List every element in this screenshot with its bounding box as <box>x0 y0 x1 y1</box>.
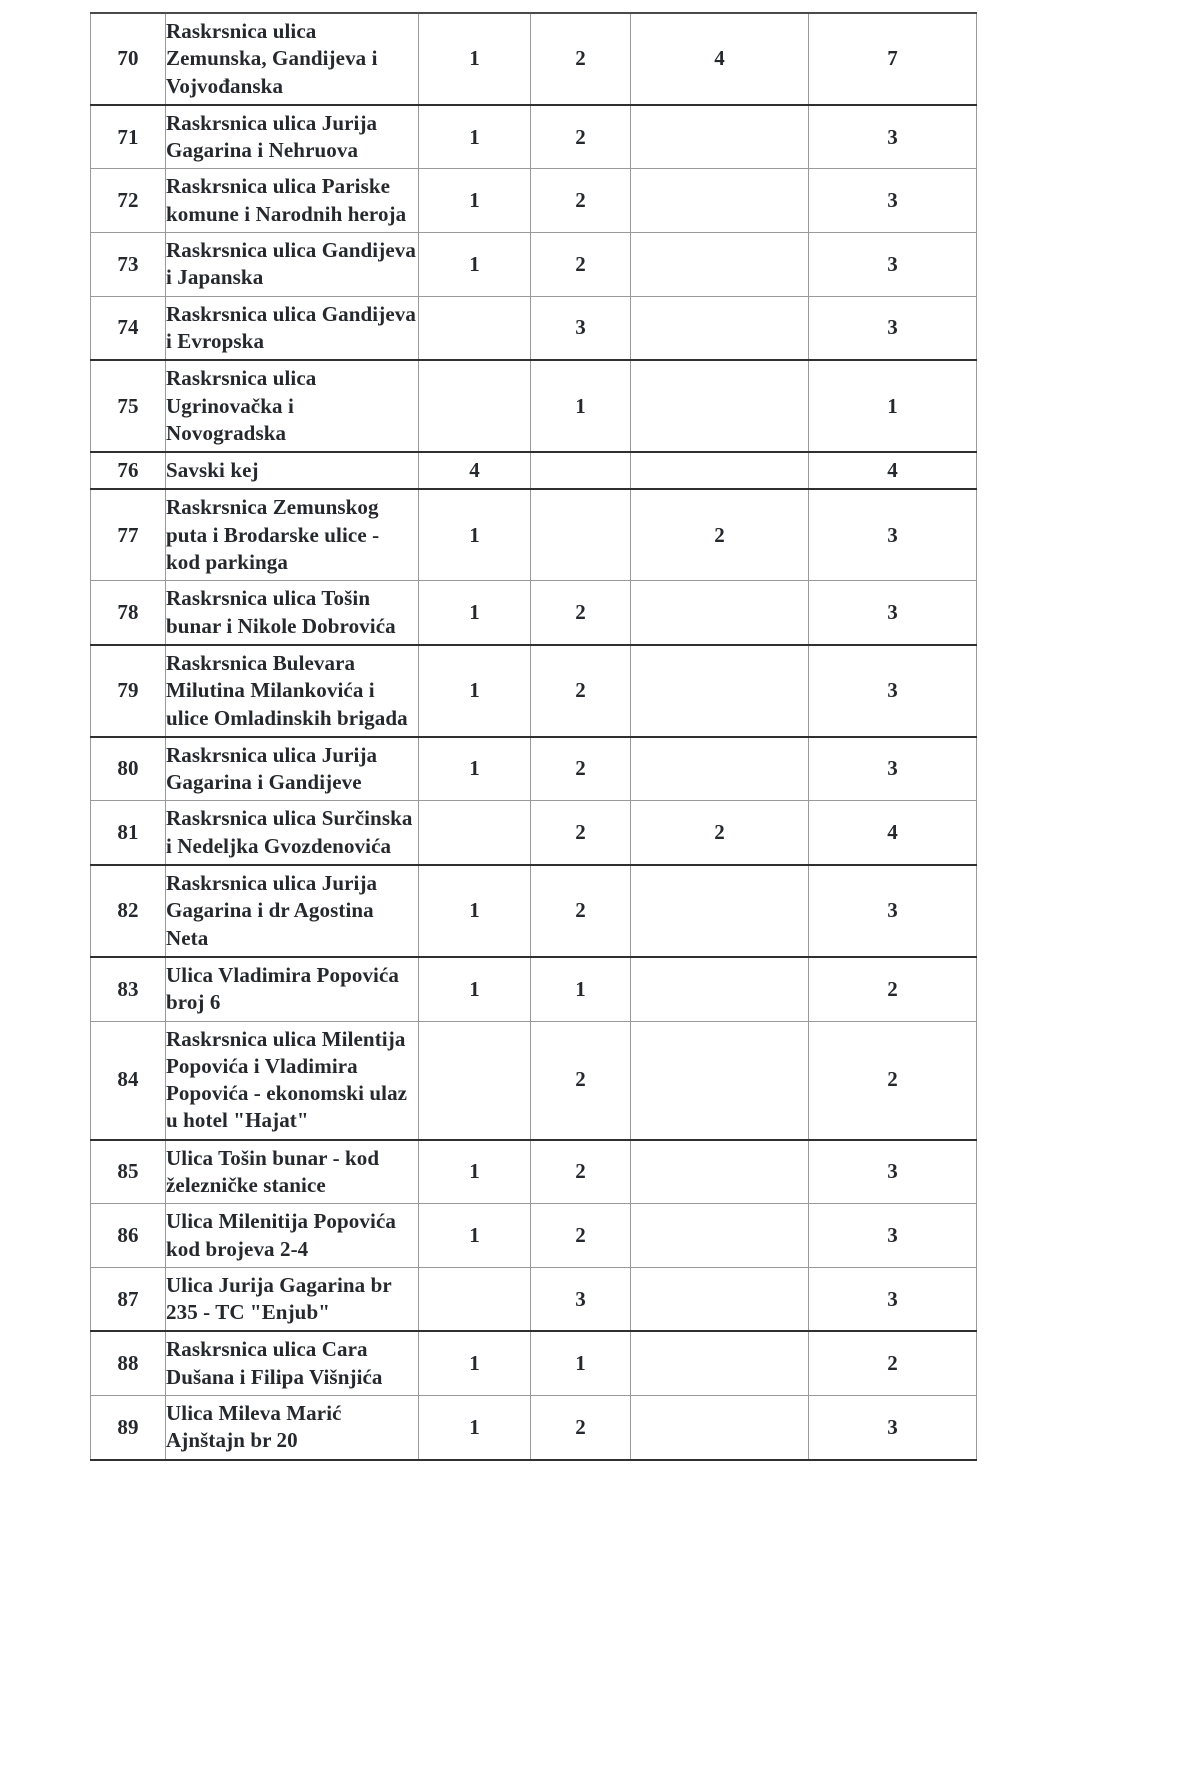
location-name-cell: Raskrsnica ulica Jurija Gagarina i Gandijeve <box>166 737 419 801</box>
count-col1-cell: 1 <box>419 169 531 233</box>
count-col2-cell: 2 <box>531 13 631 105</box>
count-col2-cell: 2 <box>531 801 631 865</box>
count-col1-cell: 1 <box>419 865 531 957</box>
location-name-cell: Raskrsnica Zemunskog puta i Brodarske ulice - kod parkinga <box>166 489 419 580</box>
table-row <box>91 452 977 489</box>
row-number-cell: 85 <box>91 1140 166 1204</box>
table-row <box>91 1204 977 1268</box>
count-col3-cell <box>631 865 809 957</box>
count-col2-cell: 2 <box>531 1140 631 1204</box>
count-col2-cell: 3 <box>531 296 631 360</box>
total-cell: 3 <box>809 105 977 169</box>
count-col3-cell <box>631 1331 809 1395</box>
row-number-cell: 78 <box>91 581 166 645</box>
count-col2-cell: 2 <box>531 865 631 957</box>
table-row <box>91 645 977 737</box>
total-cell: 7 <box>809 13 977 105</box>
count-col1-cell: 1 <box>419 105 531 169</box>
location-name-cell: Raskrsnica ulica Jurija Gagarina i Nehruova <box>166 105 419 169</box>
count-col1-cell <box>419 801 531 865</box>
location-name-cell: Raskrsnica ulica Surčinska i Nedeljka Gvozdenovića <box>166 801 419 865</box>
count-col2-cell: 2 <box>531 1021 631 1140</box>
count-col3-cell <box>631 957 809 1021</box>
count-col3-cell <box>631 1021 809 1140</box>
location-name-cell: Raskrsnica ulica Jurija Gagarina i dr Agostina Neta <box>166 865 419 957</box>
row-number-cell: 76 <box>91 452 166 489</box>
count-col1-cell: 1 <box>419 737 531 801</box>
row-number-cell: 82 <box>91 865 166 957</box>
count-col2-cell <box>531 489 631 580</box>
count-col3-cell <box>631 105 809 169</box>
count-col2-cell: 2 <box>531 737 631 801</box>
table-row <box>91 360 977 452</box>
row-number-cell: 70 <box>91 13 166 105</box>
total-cell: 3 <box>809 865 977 957</box>
count-col2-cell <box>531 452 631 489</box>
count-col2-cell: 2 <box>531 105 631 169</box>
count-col3-cell <box>631 233 809 297</box>
row-number-cell: 75 <box>91 360 166 452</box>
count-col2-cell: 1 <box>531 1331 631 1395</box>
row-number-cell: 72 <box>91 169 166 233</box>
count-col3-cell: 2 <box>631 489 809 580</box>
count-col3-cell: 2 <box>631 801 809 865</box>
table-row <box>91 233 977 297</box>
total-cell: 3 <box>809 1267 977 1331</box>
total-cell: 3 <box>809 169 977 233</box>
count-col2-cell: 2 <box>531 169 631 233</box>
row-number-cell: 84 <box>91 1021 166 1140</box>
row-number-cell: 87 <box>91 1267 166 1331</box>
total-cell: 2 <box>809 957 977 1021</box>
row-number-cell: 79 <box>91 645 166 737</box>
row-number-cell: 81 <box>91 801 166 865</box>
count-col2-cell: 3 <box>531 1267 631 1331</box>
count-col1-cell <box>419 296 531 360</box>
table-row <box>91 169 977 233</box>
table-row <box>91 801 977 865</box>
table-row <box>91 1331 977 1395</box>
location-name-cell: Savski kej <box>166 452 419 489</box>
count-col1-cell: 1 <box>419 489 531 580</box>
count-col3-cell: 4 <box>631 13 809 105</box>
total-cell: 3 <box>809 233 977 297</box>
total-cell: 2 <box>809 1021 977 1140</box>
count-col3-cell <box>631 737 809 801</box>
count-col2-cell: 2 <box>531 645 631 737</box>
total-cell: 2 <box>809 1331 977 1395</box>
count-col2-cell: 2 <box>531 581 631 645</box>
row-number-cell: 74 <box>91 296 166 360</box>
total-cell: 4 <box>809 452 977 489</box>
count-col2-cell: 2 <box>531 1396 631 1460</box>
total-cell: 3 <box>809 737 977 801</box>
table-body <box>91 13 977 1460</box>
table-row <box>91 489 977 580</box>
total-cell: 3 <box>809 296 977 360</box>
total-cell: 3 <box>809 1204 977 1268</box>
table-row <box>91 13 977 105</box>
count-col1-cell: 1 <box>419 1331 531 1395</box>
count-col3-cell <box>631 169 809 233</box>
count-col3-cell <box>631 452 809 489</box>
total-cell: 3 <box>809 489 977 580</box>
count-col1-cell: 1 <box>419 13 531 105</box>
count-col1-cell <box>419 1021 531 1140</box>
total-cell: 1 <box>809 360 977 452</box>
table-row <box>91 105 977 169</box>
row-number-cell: 88 <box>91 1331 166 1395</box>
row-number-cell: 80 <box>91 737 166 801</box>
count-col1-cell <box>419 360 531 452</box>
location-name-cell: Raskrsnica ulica Cara Dušana i Filipa Višnjića <box>166 1331 419 1395</box>
row-number-cell: 77 <box>91 489 166 580</box>
table-row <box>91 1021 977 1140</box>
count-col3-cell <box>631 1204 809 1268</box>
location-name-cell: Ulica Mileva Marić Ajnštajn br 20 <box>166 1396 419 1460</box>
count-col2-cell: 1 <box>531 957 631 1021</box>
location-name-cell: Ulica Jurija Gagarina br 235 - TC "Enjub" <box>166 1267 419 1331</box>
table-row <box>91 581 977 645</box>
count-col1-cell: 1 <box>419 957 531 1021</box>
count-col2-cell: 2 <box>531 233 631 297</box>
count-col1-cell: 1 <box>419 1204 531 1268</box>
location-name-cell: Raskrsnica ulica Zemunska, Gandijeva i Vojvođanska <box>166 13 419 105</box>
total-cell: 3 <box>809 645 977 737</box>
location-name-cell: Raskrsnica ulica Pariske komune i Narodnih heroja <box>166 169 419 233</box>
location-name-cell: Ulica Milenitija Popovića kod brojeva 2-4 <box>166 1204 419 1268</box>
locations-table <box>90 12 977 1461</box>
row-number-cell: 71 <box>91 105 166 169</box>
count-col2-cell: 1 <box>531 360 631 452</box>
count-col3-cell <box>631 645 809 737</box>
location-name-cell: Raskrsnica ulica Ugrinovačka i Novogradska <box>166 360 419 452</box>
location-name-cell: Ulica Vladimira Popovića broj 6 <box>166 957 419 1021</box>
row-number-cell: 86 <box>91 1204 166 1268</box>
location-name-cell: Raskrsnica ulica Gandijeva i Japanska <box>166 233 419 297</box>
location-name-cell: Raskrsnica Bulevara Milutina Milankovića i ulice Omladinskih brigada <box>166 645 419 737</box>
count-col1-cell: 1 <box>419 1396 531 1460</box>
count-col1-cell <box>419 1267 531 1331</box>
row-number-cell: 83 <box>91 957 166 1021</box>
location-name-cell: Ulica Tošin bunar - kod železničke stanice <box>166 1140 419 1204</box>
count-col1-cell: 1 <box>419 645 531 737</box>
row-number-cell: 73 <box>91 233 166 297</box>
total-cell: 4 <box>809 801 977 865</box>
table-row <box>91 957 977 1021</box>
table-row <box>91 1140 977 1204</box>
count-col1-cell: 1 <box>419 581 531 645</box>
table-row <box>91 865 977 957</box>
location-name-cell: Raskrsnica ulica Gandijeva i Evropska <box>166 296 419 360</box>
row-number-cell: 89 <box>91 1396 166 1460</box>
location-name-cell: Raskrsnica ulica Milentija Popovića i Vladimira Popovića - ekonomski ulaz u hotel "Hajat" <box>166 1021 419 1140</box>
location-name-cell: Raskrsnica ulica Tošin bunar i Nikole Dobrovića <box>166 581 419 645</box>
table-row <box>91 1267 977 1331</box>
total-cell: 3 <box>809 1396 977 1460</box>
count-col2-cell: 2 <box>531 1204 631 1268</box>
count-col3-cell <box>631 1267 809 1331</box>
table-row <box>91 1396 977 1460</box>
count-col1-cell: 1 <box>419 233 531 297</box>
count-col3-cell <box>631 1140 809 1204</box>
count-col3-cell <box>631 1396 809 1460</box>
count-col1-cell: 4 <box>419 452 531 489</box>
count-col3-cell <box>631 360 809 452</box>
table-row <box>91 296 977 360</box>
count-col3-cell <box>631 296 809 360</box>
total-cell: 3 <box>809 581 977 645</box>
count-col3-cell <box>631 581 809 645</box>
count-col1-cell: 1 <box>419 1140 531 1204</box>
table-row <box>91 737 977 801</box>
total-cell: 3 <box>809 1140 977 1204</box>
